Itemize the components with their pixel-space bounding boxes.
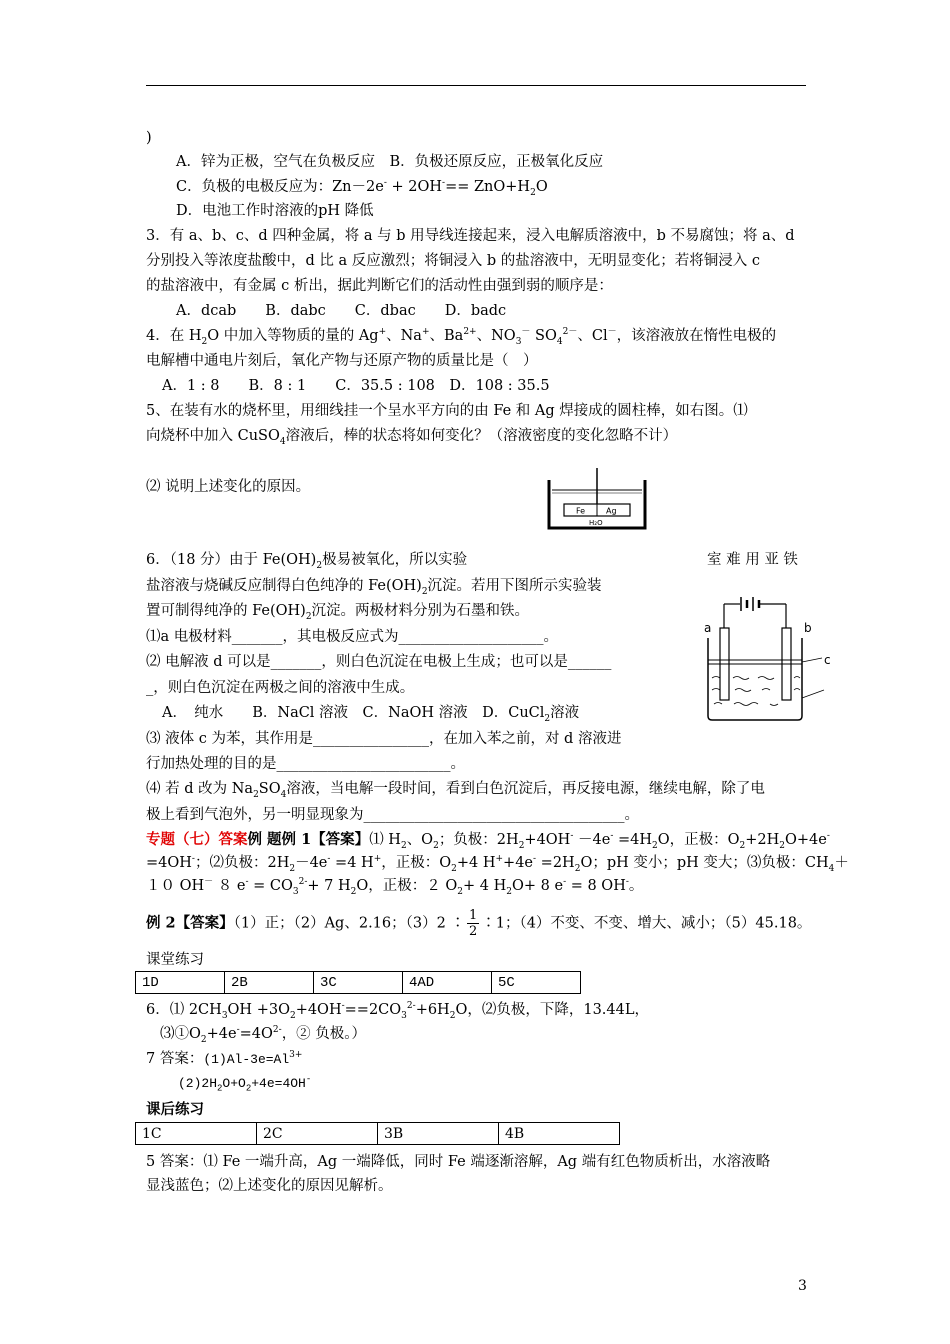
- table-cell: 3B: [378, 1123, 499, 1145]
- q3-options: A．dcab B．dabc C．dbac D．badc: [176, 303, 507, 319]
- section-classroom-practice: 课堂练习: [146, 952, 204, 968]
- answer-6: 6．⑴ $2CH_3OH +3O_2+4OH^-==2CO_3^{2-}+6H_2O$，⑵负极，下降，13.44L，: [146, 1001, 649, 1021]
- table-cell: 2B: [225, 972, 314, 994]
- text-line: 向烧杯中加入 CuSO$_4$溶液后，棒的状态将如何变化？（溶液密度的变化忽略不计）: [146, 428, 678, 447]
- text-line: =4OH-；⑵负极：$2H_2-4e^- =4$ H+，正极：$O_2+4$ $H^++4e^- =2H_2O$；pH 变小；pH 变大；⑶负极：$CH_4+$: [146, 854, 849, 874]
- table-cell: 4AD: [403, 972, 492, 994]
- text-line: ⑶ 液体 c 为苯，其作用是________________，在加入苯之前，对 d 溶液进: [146, 731, 622, 747]
- water-label: H₂O: [589, 519, 603, 527]
- table-cell: 1C: [136, 1123, 257, 1145]
- text-line: 显浅蓝色；⑵上述变化的原因见解析。: [146, 1178, 393, 1194]
- text-line: 分别投入等浓度盐酸中，d 比 a 反应激烈；将铜浸入 b 的盐溶液中，无明显变化；若将铜浸入 c: [146, 253, 760, 269]
- table-cell: 5C: [492, 972, 581, 994]
- text-line: $⑶①O_2+4e^-=4O^{2-}$，② 负极。）: [160, 1025, 367, 1045]
- answer-5: 5 答案：⑴ Fe 一端升高，Ag 一端降低，同时 Fe 端逐渐溶解，Ag 端有红色物质析出，水溶液略: [146, 1154, 771, 1170]
- table-cell: 4B: [499, 1123, 620, 1145]
- text-line: 极上看到气泡外，另一明显现象为____________________________________。: [146, 807, 639, 823]
- classroom-answer-table: [135, 971, 581, 994]
- q4-options: A．1 : 8 B．8 : 1 C．35.5 : 108 D．108 : 35.5: [162, 378, 550, 394]
- answer-example-2: 例 2【答案】（1）正；（2）Ag、2.16；（3）2 ∶ $\frac{1}{2}$ ∶1；（4）不变、不变、增大、减小；（5）45.18。: [146, 908, 812, 939]
- text-line: 的盐溶液中，有金属 c 析出，据此判断它们的活动性由强到弱的顺序是：: [146, 278, 613, 294]
- text-line: $(2)2H_2O+O_2+4e=4OH^-$: [178, 1074, 312, 1094]
- option-c: C．负极的电极反应为：$Zn-2e^- + 2OH^-== ZnO+H_2O$: [176, 178, 548, 198]
- ag-label: Ag: [606, 506, 617, 516]
- text-line: １０ OH－ ８ $e^- = CO_3^{2-}+ 7$ $H_2O$，正极：２ $O_2+ 4$ $H_2O+ 8$ e- = 8 OH-。: [146, 877, 644, 897]
- question-3: 3．有 a、b、c、d 四种金属，将 a 与 b 用导线连接起来，浸入电解质溶液中，b 不易腐蚀；将 a、d: [146, 228, 795, 244]
- text-line: ⑵ 说明上述变化的原因。: [146, 479, 311, 495]
- question-6: 6．（18 分）由于 $Fe(OH)_2$极易被氧化，所以实验: [146, 552, 468, 571]
- text-line: ⑵ 电解液 d 可以是_______，则白色沉淀在电极上生成；也可以是______: [146, 654, 612, 670]
- text-line: 电解槽中通电片刻后，氧化产物与还原产物的质量比是（ ）: [146, 353, 538, 369]
- question-5: 5、在装有水的烧杯里，用细线挂一个呈水平方向的由 Fe 和 Ag 焊接成的圆柱棒，如右图。⑴: [146, 403, 748, 419]
- after-class-answer-table: [135, 1122, 620, 1145]
- header-rule: [146, 85, 806, 86]
- text-line: ⑷ 若 d 改为 $Na_2SO_4$溶液，当电解一段时间，看到白色沉淀后，再反接电源，继续电解，除了电: [146, 781, 765, 800]
- electrode-b-label: b: [804, 621, 812, 635]
- table-cell: 2C: [257, 1123, 378, 1145]
- option-d: D．电池工作时溶液的pH 降低: [176, 203, 374, 219]
- text-line: _，则白色沉淀在两极之间的溶液中生成。: [146, 680, 415, 696]
- question-4: 4．在 $H_2O$ 中加入等物质的量的 Ag+、Na+、$Ba^{2+}$、$NO_3^-$ $SO_4^{2-}$、Cl－，该溶液放在惰性电极的: [146, 327, 777, 347]
- text-line: 行加热处理的目的是________________________。: [146, 756, 465, 772]
- fe-ag-beaker-figure: [546, 468, 648, 532]
- section-after-class-practice: 课后练习: [146, 1102, 204, 1118]
- answer-7: 7 答案：$(1)Al-3e=Al^{3+}$: [146, 1050, 303, 1067]
- liquid-c-label: c: [824, 653, 831, 667]
- electrode-a-label: a: [704, 621, 712, 635]
- text-line: 置可制得纯净的 $Fe(OH)_2$沉淀。两极材料分别为石墨和铁。: [146, 603, 530, 622]
- text-line: 盐溶液与烧碱反应制得白色纯净的 $Fe(OH)_2$沉淀。若用下图所示实验装: [146, 578, 602, 597]
- text-line: ⑴a 电极材料_______，其电极反应式为____________________。: [146, 629, 559, 645]
- q6-options: A． 纯水 B．NaCl 溶液 C．NaOH 溶液 D．CuCl$_2$溶液: [162, 705, 580, 724]
- fe-label: Fe: [576, 506, 586, 516]
- table-cell: 1D: [136, 972, 225, 994]
- answer-example-1: 专题（七）答案例 题例 1【答案】⑴ $H_2$、$O_2$；负极：$2H_2+4OH^- -4e^- =4H_2O$，正极：$O_2+2H_2O+4e^-$: [146, 831, 830, 851]
- table-cell: 3C: [314, 972, 403, 994]
- page-number: 3: [798, 1278, 807, 1294]
- electrolysis-apparatus-figure: [700, 590, 840, 725]
- fraction: $\frac{1}{2}$: [468, 908, 478, 939]
- option-a: A．锌为正极，空气在负极反应 B．负极还原反应，正极氧化反应: [176, 154, 604, 170]
- text-line: 室 难 用 亚 铁: [707, 552, 798, 568]
- text-line: ): [146, 130, 152, 146]
